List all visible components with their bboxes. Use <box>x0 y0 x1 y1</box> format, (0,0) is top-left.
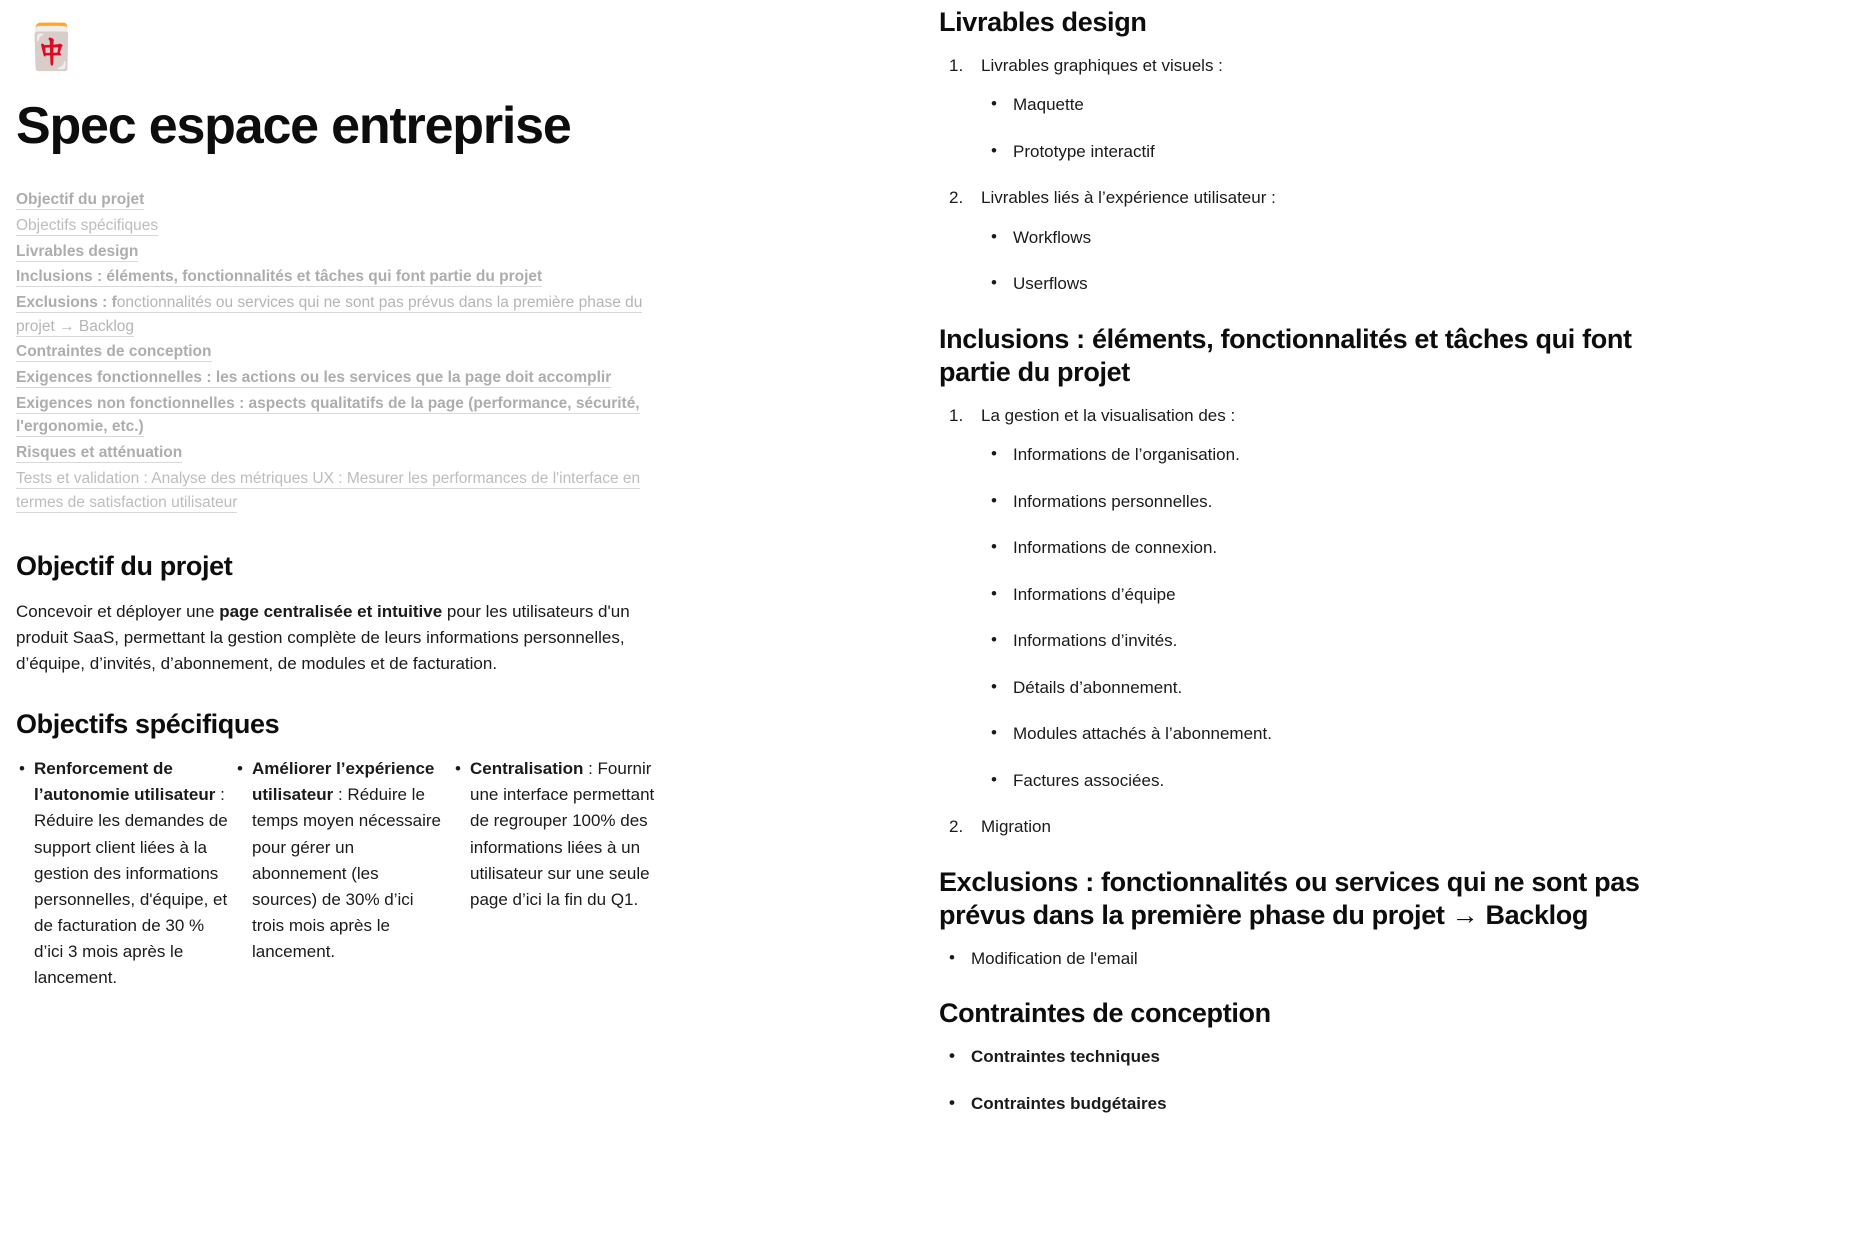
heading-exclusions: Exclusions : fonctionnalités ou services qui ne sont pas prévus dans la première phase du projet → Backlog <box>939 866 1640 930</box>
list-item-text: Migration <box>981 817 1051 837</box>
list-item-lead: Améliorer l’expérience utilisateur <box>252 759 435 805</box>
exclusions-item-0 <box>939 946 1836 972</box>
list-item <box>981 768 1836 794</box>
list-item <box>981 489 1836 515</box>
list-item-text <box>470 756 664 913</box>
bullet-icon: • <box>991 490 997 510</box>
inclusions-item-1 <box>939 814 1836 840</box>
bullet-icon: • <box>991 676 997 696</box>
bullet-icon: • <box>991 94 997 114</box>
objectif-column-1 <box>234 756 452 992</box>
list-item-text: Prototype interactif <box>1013 141 1155 161</box>
list-item-text: Livrables graphiques et visuels : <box>981 55 1223 75</box>
list-item-rest: : Fournir une interface permettant de regrouper 100% des informations liées à un utilisateur sur une seule page d’ici la fin du Q1. <box>470 759 655 909</box>
list-item-text: Factures associées. <box>1013 770 1165 790</box>
objectif-text-after: pour les utilisateurs d'un produit SaaS, permettant la gestion complète de leurs informations personnelles, d’équipe, d’invités, d’abonnement, de modules et de facturation. <box>16 601 630 674</box>
toc-item-3[interactable] <box>16 265 676 289</box>
list-item-text: Informations de l’organisation. <box>1013 445 1240 465</box>
list-item-text: Modules attachés à l’abonnement. <box>1013 724 1272 744</box>
inclusions-sublist-0 <box>981 442 1836 793</box>
list-item-text <box>252 756 446 965</box>
list-item-text: Userflows <box>1013 274 1088 294</box>
toc-item-label: Livrables design <box>16 242 139 260</box>
inclusions-list <box>939 403 1836 840</box>
list-item-text: Détails d’abonnement. <box>1013 677 1183 697</box>
toc-item-0[interactable] <box>16 188 676 212</box>
bullet-icon: • <box>991 140 997 160</box>
list-item-rest: : Réduire le temps moyen nécessaire pour gérer un abonnement (les sources) de 30% d’ici trois mois après le lancement. <box>252 785 441 962</box>
list-item <box>981 582 1836 608</box>
list-item <box>981 271 1836 297</box>
right-pane <box>905 0 1860 1244</box>
toc-item-8[interactable] <box>16 441 676 465</box>
bullet-icon: • <box>991 273 997 293</box>
list-item <box>981 442 1836 468</box>
list-item <box>981 675 1836 701</box>
list-item-text: Livrables liés à l’expérience utilisateur : <box>981 188 1276 208</box>
list-item <box>981 139 1836 165</box>
bullet-icon: • <box>949 1092 955 1112</box>
exclusions-list <box>939 946 1836 972</box>
toc-item-label: Exigences non fonctionnelles : aspects qualitatifs de la page (performance, sécurité, l'ergonomie, etc.) <box>16 394 640 436</box>
section-objectifs-specifiques <box>16 708 705 992</box>
inclusions-item-0 <box>939 403 1836 794</box>
toc-item-label: Objectifs spécifiques <box>16 216 159 234</box>
section-inclusions <box>939 323 1836 840</box>
list-item <box>16 756 228 992</box>
livrables-item-0 <box>939 53 1836 165</box>
toc-item-2[interactable] <box>16 240 676 264</box>
livrables-sublist-1 <box>981 225 1836 297</box>
list-item <box>452 756 664 913</box>
toc-item-7[interactable] <box>16 392 676 439</box>
table-of-contents <box>16 188 676 514</box>
toc-item-1[interactable] <box>16 214 676 238</box>
bullet-icon: • <box>19 759 25 779</box>
list-marker: 1. <box>949 55 964 75</box>
contraintes-list <box>939 1044 1836 1116</box>
list-item-text: Informations personnelles. <box>1013 491 1213 511</box>
mahjong-red-dragon-tile-icon[interactable]: 🀄 <box>24 23 79 72</box>
heading-livrables-design: Livrables design <box>939 7 1147 37</box>
bullet-icon: • <box>991 444 997 464</box>
section-livrables-design <box>939 6 1836 297</box>
list-item-text: Contraintes budgétaires <box>971 1093 1167 1113</box>
objectifs-columns <box>16 756 705 992</box>
toc-item-6[interactable] <box>16 366 676 390</box>
list-marker: 2. <box>949 188 964 208</box>
list-marker: 2. <box>949 817 964 837</box>
section-exclusions <box>939 866 1836 971</box>
list-item-text: La gestion et la visualisation des : <box>981 405 1236 425</box>
objectif-column-0 <box>16 756 234 992</box>
livrables-sublist-0 <box>981 92 1836 164</box>
bullet-icon: • <box>949 947 955 967</box>
list-item <box>981 92 1836 118</box>
list-item-text: Informations d’équipe <box>1013 584 1176 604</box>
contraintes-item-1 <box>939 1091 1836 1117</box>
list-item-text: Workflows <box>1013 227 1092 247</box>
bullet-icon: • <box>455 759 461 779</box>
toc-item-lead: Exclusions : f <box>16 293 117 311</box>
page-title: Spec espace entreprise <box>16 97 571 155</box>
objectif-paragraph <box>16 599 656 678</box>
bullet-icon: • <box>991 769 997 789</box>
list-item-text: Informations d’invités. <box>1013 631 1178 651</box>
list-item <box>981 721 1836 747</box>
toc-item-label: Inclusions : éléments, fonctionnalités et tâches qui font partie du projet <box>16 268 543 286</box>
toc-item-label: onctionnalités ou services qui ne sont pas prévus dans la première phase du projet → Backlog <box>16 293 643 335</box>
bullet-icon: • <box>237 759 243 779</box>
list-item <box>981 628 1836 654</box>
bullet-icon: • <box>991 226 997 246</box>
list-item <box>981 225 1836 251</box>
list-item <box>981 535 1836 561</box>
list-item-text: Informations de connexion. <box>1013 538 1218 558</box>
bullet-icon: • <box>949 1046 955 1066</box>
bullet-icon: • <box>991 583 997 603</box>
list-item <box>234 756 446 965</box>
section-contraintes-de-conception <box>939 997 1836 1116</box>
list-item-lead: Renforcement de l’autonomie utilisateur <box>34 759 216 805</box>
contraintes-item-0 <box>939 1044 1836 1070</box>
list-item-text: Modification de l'email <box>971 948 1138 968</box>
heading-contraintes-de-conception: Contraintes de conception <box>939 998 1271 1029</box>
toc-item-label: Objectif du projet <box>16 191 145 209</box>
list-item-rest: : Réduire les demandes de support client liées à la gestion des informations personnelles, d'équipe, et de facturation de 30 % d’ici 3 mois après le lancement. <box>34 785 228 988</box>
list-item-text <box>34 756 228 992</box>
livrables-item-1 <box>939 185 1836 297</box>
list-item-text: Maquette <box>1013 95 1084 115</box>
toc-item-4[interactable] <box>16 291 676 338</box>
list-marker: 1. <box>949 405 964 425</box>
objectif-column-2 <box>452 756 670 992</box>
bullet-icon: • <box>991 723 997 743</box>
toc-item-label: Risques et atténuation <box>16 444 183 462</box>
toc-item-label: Tests et validation : Analyse des métriques UX : Mesurer les performances de l'interface en termes de satisfaction utilisateur <box>16 469 641 511</box>
heading-inclusions: Inclusions : éléments, fonctionnalités et tâches qui font partie du projet <box>939 323 1632 387</box>
objectif-text-bold: page centralisée et intuitive <box>219 601 443 621</box>
livrables-list <box>939 53 1836 297</box>
section-objectif-du-projet <box>16 550 705 677</box>
toc-item-label: Contraintes de conception <box>16 343 212 361</box>
heading-objectif-du-projet: Objectif du projet <box>16 551 233 582</box>
list-item-lead: Centralisation <box>470 759 584 779</box>
toc-item-9[interactable] <box>16 467 676 514</box>
list-item-text: Contraintes techniques <box>971 1047 1160 1067</box>
bullet-icon: • <box>991 537 997 557</box>
left-pane <box>0 0 905 1244</box>
heading-objectifs-specifiques: Objectifs spécifiques <box>16 708 280 739</box>
toc-item-label: Exigences fonctionnelles : les actions ou les services que la page doit accomplir <box>16 369 612 387</box>
objectif-text-before: Concevoir et déployer une <box>16 601 220 621</box>
bullet-icon: • <box>991 630 997 650</box>
toc-item-5[interactable] <box>16 340 676 364</box>
